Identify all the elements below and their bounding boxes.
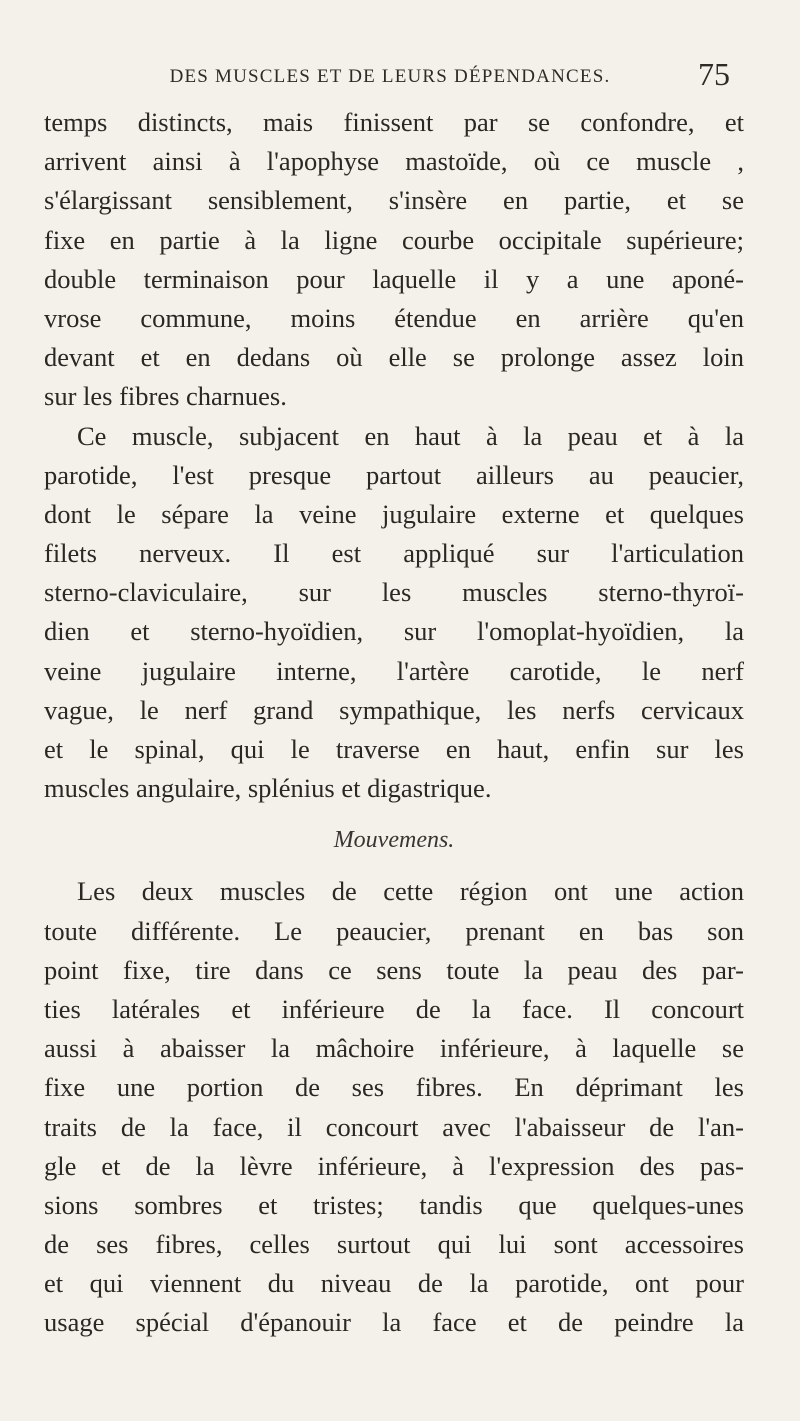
text-line: parotide, l'est presque partout ailleurs au peaucier,	[44, 459, 744, 490]
text-line: veine jugulaire interne, l'artère carotide, le nerf	[44, 655, 744, 686]
text-line: dont le sépare la veine jugulaire externe et quelques	[44, 498, 744, 529]
paragraph-1	[44, 103, 744, 417]
text-line: vrose commune, moins étendue en arrière qu'en	[44, 302, 744, 333]
text-line: usage spécial d'épanouir la face et de peindre la	[44, 1307, 744, 1338]
text-line: fixe une portion de ses fibres. En déprimant les	[44, 1072, 744, 1103]
text-line: fixe en partie à la ligne courbe occipitale supérieure;	[44, 224, 744, 255]
text-line: et le spinal, qui le traverse en haut, enfin sur les	[44, 734, 744, 764]
text-line: ties latérales et inférieure de la face. Il concourt	[44, 993, 744, 1024]
paragraph-2	[44, 417, 744, 809]
text-line: aussi à abaisser la mâchoire inférieure, à laquelle se	[44, 1033, 744, 1064]
text-line: traits de la face, il concourt avec l'abaisseur de l'an-	[44, 1111, 744, 1142]
text-line: arrivent ainsi à l'apophyse mastoïde, où ce muscle ,	[44, 146, 744, 177]
text-line: gle et de la lèvre inférieure, à l'expression des pas-	[44, 1150, 744, 1181]
running-head	[120, 56, 730, 96]
text-line: toute différente. Le peaucier, prenant en bas son	[44, 915, 744, 946]
text-line: filets nerveux. Il est appliqué sur l'articulation	[44, 538, 744, 569]
text-line: double terminaison pour laquelle il y a une aponé-	[44, 263, 744, 294]
text-line: muscles angulaire, splénius et digastrique.	[44, 773, 492, 804]
paragraph-3	[44, 872, 744, 1342]
section-subheading: Mouvemens.	[333, 827, 455, 854]
text-line: dien et sterno-hyoïdien, sur l'omoplat-hyoïdien, la	[44, 616, 744, 647]
page-number: 75	[698, 56, 730, 92]
body-text	[44, 103, 744, 1343]
running-title: DES MUSCLES ET DE LEURS DÉPENDANCES.	[169, 66, 611, 87]
text-line: sterno-claviculaire, sur les muscles sterno-thyroï-	[44, 577, 744, 608]
text-line: devant et en dedans où elle se prolonge assez loin	[44, 342, 744, 373]
text-line: et qui viennent du niveau de la parotide, ont pour	[44, 1268, 744, 1299]
text-line: Ce muscle, subjacent en haut à la peau et à la	[77, 420, 744, 451]
text-line: de ses fibres, celles surtout qui lui sont accessoires	[44, 1229, 744, 1260]
text-line: sions sombres et tristes; tandis que quelques-unes	[44, 1189, 744, 1220]
text-line: sur les fibres charnues.	[44, 381, 287, 412]
text-line: temps distincts, mais finissent par se confondre, et	[44, 107, 744, 137]
text-line: vague, le nerf grand sympathique, les nerfs cervicaux	[44, 694, 744, 725]
text-line: s'élargissant sensiblement, s'insère en partie, et se	[44, 185, 744, 216]
text-line: point fixe, tire dans ce sens toute la peau des par-	[44, 954, 744, 985]
text-line: Les deux muscles de cette région ont une action	[77, 876, 744, 907]
